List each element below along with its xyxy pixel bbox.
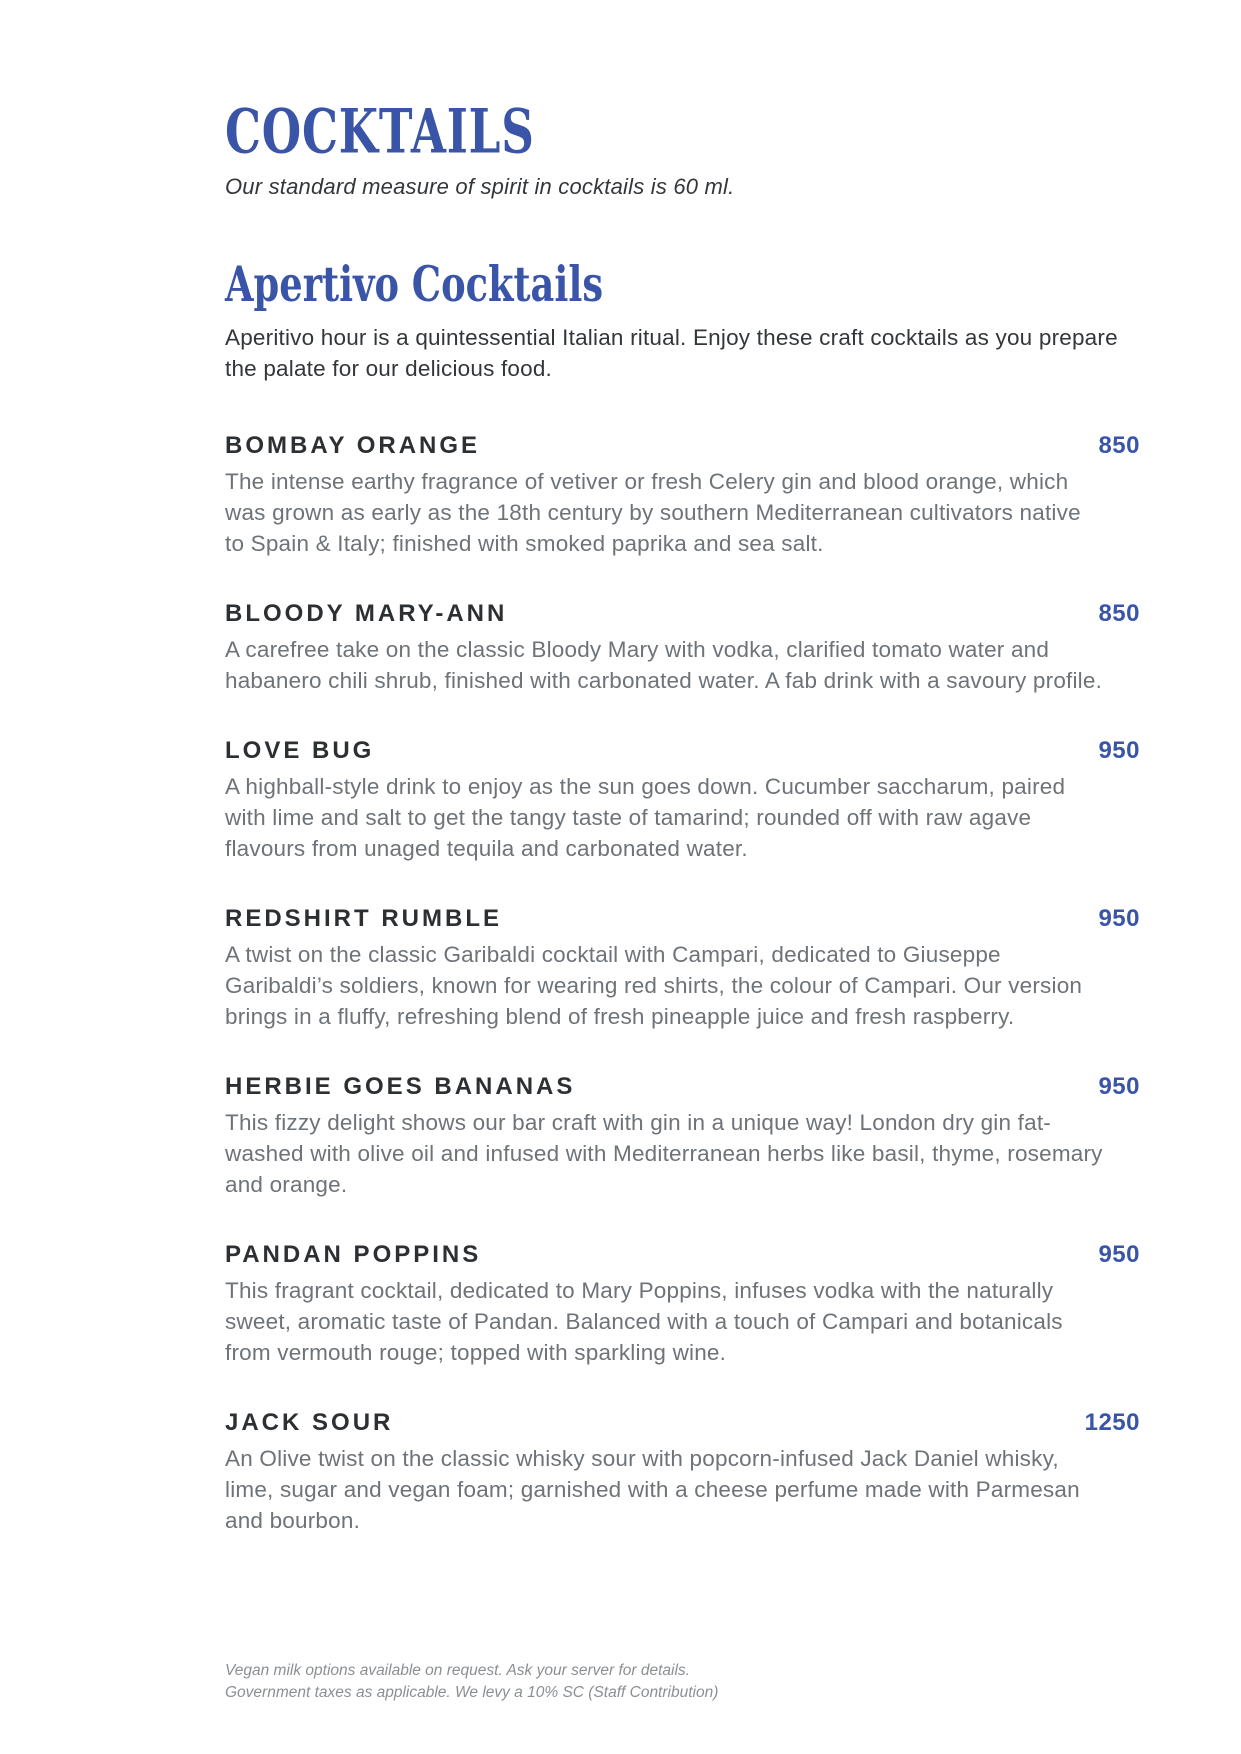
menu-item-description: A highball-style drink to enjoy as the sun goes down. Cucumber saccharum, paired with lime and salt to get the tangy taste of tamarind; rounded off with raw agave flavours from unaged tequila and carbonated water. [225,774,1066,861]
standard-measure-note: Our standard measure of spirit in cocktails is 60 ml. [225,174,735,199]
menu-item-header [225,600,1140,628]
menu-item-name: JACK SOUR [225,1409,394,1436]
menu-item-description: A carefree take on the classic Bloody Mary with vodka, clarified tomato water and habanero chili shrub, finished with carbonated water. A fab drink with a savoury profile. [225,637,1103,693]
menu-item-description: A twist on the classic Garibaldi cocktail with Campari, dedicated to Giuseppe Garibaldi’s soldiers, known for wearing red shirts, the colour of Campari. Our version brings in a fluffy, refreshing blend of fresh pineapple juice and fresh raspberry. [225,942,1083,1029]
menu-item-description: An Olive twist on the classic whisky sour with popcorn-infused Jack Daniel whisky, lime, sugar and vegan foam; garnished with a cheese perfume made with Parmesan and bourbon. [225,1446,1080,1533]
menu-item-list [225,432,1145,1536]
menu-item-name: BOMBAY ORANGE [225,432,481,459]
footer-notes [225,1660,718,1704]
menu-item [225,905,1145,1032]
section-intro: Aperitivo hour is a quintessential Italian ritual. Enjoy these craft cocktails as you prepare the palate for our delicious food. [225,325,1118,381]
menu-item-price: 850 [1098,600,1140,627]
menu-item [225,600,1145,696]
footer-tax-note: Government taxes as applicable. We levy a 10% SC (Staff Contribution) [225,1684,719,1701]
menu-item-header [225,1241,1140,1269]
menu-item-price: 1250 [1084,1409,1140,1436]
menu-item [225,1241,1145,1368]
menu-item-description: This fizzy delight shows our bar craft with gin in a unique way! London dry gin fat-washed with olive oil and infused with Mediterranean herbs like basil, thyme, rosemary and orange. [225,1110,1103,1197]
menu-item-description: The intense earthy fragrance of vetiver or fresh Celery gin and blood orange, which was grown as early as the 18th century by southern Mediterranean cultivators native to Spain & Italy; finished with smoked paprika and sea salt. [225,469,1081,556]
menu-item [225,1073,1145,1200]
menu-item-description: This fragrant cocktail, dedicated to Mary Poppins, infuses vodka with the naturally sweet, aromatic taste of Pandan. Balanced with a touch of Campari and botanicals from vermouth rouge; topped with sparkling wine. [225,1278,1063,1365]
menu-item-name: BLOODY MARY-ANN [225,600,508,627]
menu-item-header [225,1409,1140,1437]
section-heading-apertivo-cocktails: Apertivo Cocktails [225,255,604,313]
footer-vegan-note: Vegan milk options available on request. Ask your server for details. [225,1662,690,1679]
menu-item-name: LOVE BUG [225,737,375,764]
menu-item-header [225,737,1140,765]
menu-item-name: PANDAN POPPINS [225,1241,482,1268]
menu-item [225,1409,1145,1536]
menu-item-header [225,1073,1140,1101]
menu-item-name: HERBIE GOES BANANAS [225,1073,576,1100]
menu-item [225,737,1145,864]
menu-item-price: 950 [1098,737,1140,764]
menu-item-price: 950 [1098,905,1140,932]
menu-item-price: 950 [1098,1241,1140,1268]
menu-item-header [225,432,1140,460]
menu-content [225,95,1145,1577]
menu-item-header [225,905,1140,933]
page-title: COCKTAILS [225,95,535,168]
menu-item-price: 950 [1098,1073,1140,1100]
menu-item [225,432,1145,559]
menu-item-price: 850 [1098,432,1140,459]
menu-item-name: REDSHIRT RUMBLE [225,905,502,932]
